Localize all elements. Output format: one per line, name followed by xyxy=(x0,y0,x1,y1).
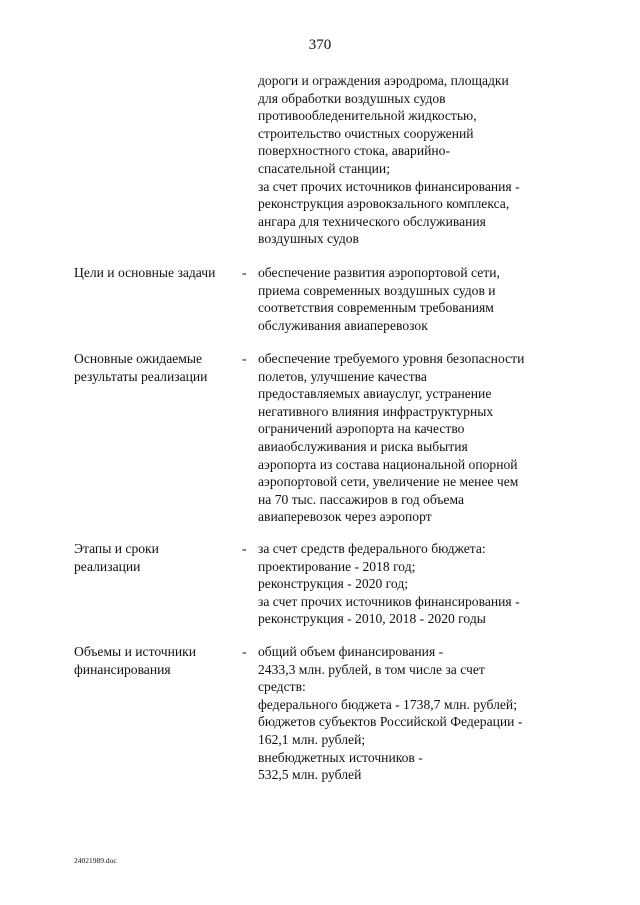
section-content xyxy=(258,264,588,334)
label-line: Объемы и источники xyxy=(74,644,197,659)
section-label xyxy=(74,350,239,385)
text-line: ограничений аэропорта на качество xyxy=(258,421,465,437)
text-line: ангара для технического обслуживания xyxy=(258,213,486,229)
section-label xyxy=(74,643,239,678)
text-line: предоставляемых авиауслуг, устранение xyxy=(258,386,492,402)
text-line: противообледенительной жидкостью, xyxy=(258,108,477,124)
text-line: на 70 тыс. пассажиров в год объема xyxy=(258,491,465,507)
dash-separator: - xyxy=(242,644,247,659)
text-line: аэропортовой сети, увеличение не менее чем xyxy=(258,474,519,490)
text-line: реконструкция - 2020 год; xyxy=(258,576,409,592)
text-line: 532,5 млн. рублей xyxy=(258,767,362,783)
text-line: негативного влияния инфраструктурных xyxy=(258,403,494,419)
section-content xyxy=(258,540,588,628)
text-line: обслуживания авиаперевозок xyxy=(258,317,428,333)
text-line: авиаперевозок через аэропорт xyxy=(258,509,432,525)
text-line: 162,1 млн. рублей; xyxy=(258,731,366,747)
text-line: поверхностного стока, аварийно- xyxy=(258,143,450,159)
dash-separator: - xyxy=(242,541,247,556)
text-line: дороги и ограждения аэродрома, площадки xyxy=(258,73,509,88)
text-line: проектирование - 2018 год; xyxy=(258,558,416,574)
text-line: аэропорта из состава национальной опорной xyxy=(258,456,518,472)
label-line: Основные ожидаемые xyxy=(74,351,203,366)
text-line: воздушных судов xyxy=(258,231,359,247)
text-line: 2433,3 млн. рублей, в том числе за счет xyxy=(258,661,485,677)
text-line: за счет средств федерального бюджета: xyxy=(258,541,486,556)
section-label xyxy=(74,540,239,575)
page-number: 370 xyxy=(308,37,332,53)
section-content xyxy=(258,643,588,784)
section-label xyxy=(74,264,239,282)
text-line: строительство очистных сооружений xyxy=(258,125,474,141)
label-line: реализации xyxy=(74,558,141,574)
text-line: средств: xyxy=(258,679,306,695)
text-line: реконструкция аэровокзального комплекса, xyxy=(258,196,510,212)
text-line: общий объем финансирования - xyxy=(258,644,444,659)
dash-separator: - xyxy=(242,351,247,366)
text-line: приема современных воздушных судов и xyxy=(258,282,496,298)
text-line: реконструкция - 2010, 2018 - 2020 годы xyxy=(258,611,486,627)
text-line: соответствия современным требованиям xyxy=(258,300,494,316)
text-line: федерального бюджета - 1738,7 млн. рублей; xyxy=(258,696,517,712)
text-line: бюджетов субъектов Российской Федерации - xyxy=(258,714,523,730)
section-content xyxy=(258,350,588,526)
label-line: результаты реализации xyxy=(74,368,208,384)
label-line: финансирования xyxy=(74,661,171,677)
text-line: внебюджетных источников - xyxy=(258,749,423,765)
text-line: обеспечение требуемого уровня безопасности xyxy=(258,351,525,366)
text-line: авиаобслуживания и риска выбытия xyxy=(258,438,468,454)
text-line: спасательной станции; xyxy=(258,160,390,176)
dash-separator: - xyxy=(242,265,247,280)
continuation-text xyxy=(258,72,588,248)
text-line: за счет прочих источников финансирования - xyxy=(258,593,520,609)
label-line: Цели и основные задачи xyxy=(74,265,216,280)
text-line: полетов, улучшение качества xyxy=(258,368,427,384)
document-filename: 24021989.doc xyxy=(74,856,117,865)
text-line: для обработки воздушных судов xyxy=(258,90,446,106)
text-line: за счет прочих источников финансирования - xyxy=(258,178,520,194)
text-line: обеспечение развития аэропортовой сети, xyxy=(258,265,500,280)
label-line: Этапы и сроки xyxy=(74,541,159,556)
